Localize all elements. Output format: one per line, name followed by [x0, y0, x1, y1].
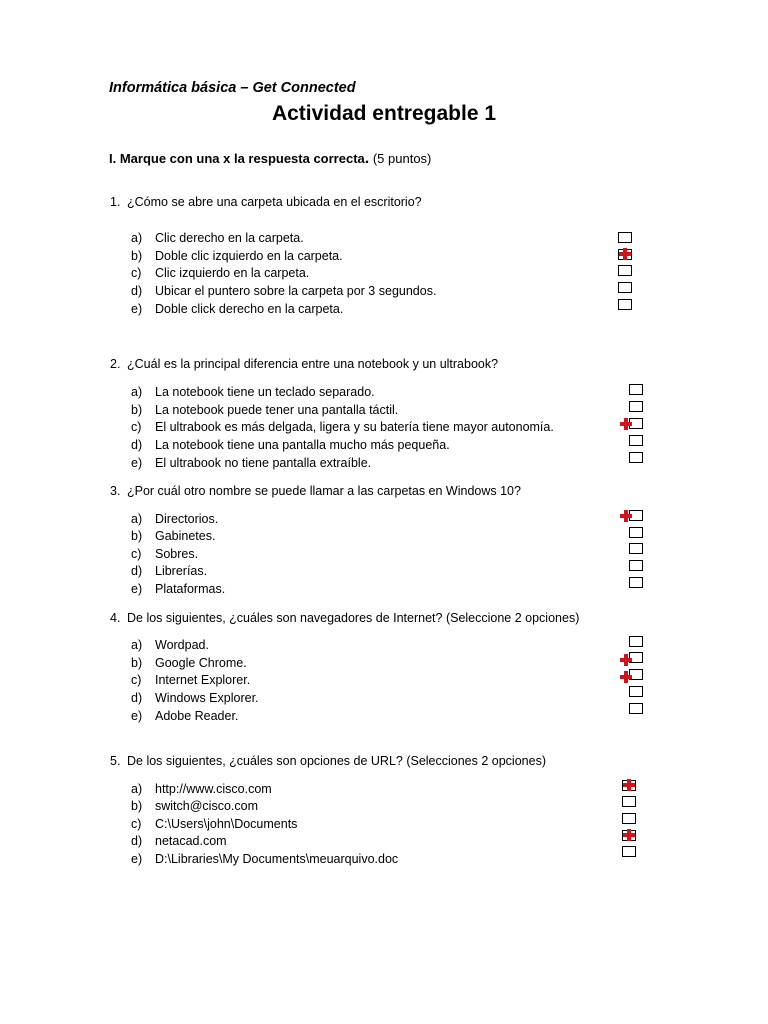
option-text: Directorios.: [155, 512, 219, 526]
question-number: 5.: [110, 754, 121, 768]
option-letter: c): [131, 266, 142, 280]
course-name: Informática básica – Get Connected: [109, 80, 356, 96]
option-letter: c): [131, 420, 142, 434]
red-cross-mark-icon: [623, 829, 635, 841]
option-letter: e): [131, 709, 143, 723]
red-cross-mark-icon: [619, 248, 631, 260]
checkbox[interactable]: [629, 527, 643, 538]
checkbox[interactable]: [629, 686, 643, 697]
checkbox[interactable]: [618, 265, 632, 276]
instructions: [109, 150, 431, 168]
question-number: 2.: [110, 357, 121, 371]
checkbox[interactable]: [629, 401, 643, 412]
instructions-points: (5 puntos): [372, 151, 432, 166]
option-text: El ultrabook no tiene pantalla extraíble.: [155, 456, 372, 470]
option-text: La notebook tiene una pantalla mucho más pequeña.: [155, 438, 450, 452]
option-letter: e): [131, 302, 143, 316]
red-cross-mark-icon: [620, 510, 632, 522]
instructions-dot: .: [364, 150, 370, 167]
option-text: http://www.cisco.com: [155, 782, 272, 796]
option-letter: d): [131, 834, 143, 848]
option-letter: e): [131, 582, 143, 596]
option-text: switch@cisco.com: [155, 799, 258, 813]
option-text: Clic derecho en la carpeta.: [155, 231, 304, 245]
question-text: ¿Cuál es la principal diferencia entre una notebook y un ultrabook?: [127, 357, 499, 371]
option-text: Clic izquierdo en la carpeta.: [155, 266, 310, 280]
checkbox[interactable]: [629, 384, 643, 395]
red-cross-mark-icon: [620, 671, 632, 683]
option-letter: d): [131, 438, 143, 452]
option-letter: d): [131, 284, 143, 298]
instructions-main: I. Marque con una x la respuesta correcta: [109, 151, 365, 166]
red-cross-mark-icon: [623, 779, 635, 791]
checkbox[interactable]: [629, 703, 643, 714]
red-cross-mark-icon: [620, 654, 632, 666]
option-letter: c): [131, 673, 142, 687]
option-letter: a): [131, 782, 143, 796]
option-letter: a): [131, 385, 143, 399]
option-letter: b): [131, 403, 143, 417]
option-text: Wordpad.: [155, 638, 209, 652]
option-text: D:\Libraries\My Documents\meuarquivo.doc: [155, 852, 399, 866]
option-letter: b): [131, 249, 143, 263]
option-text: Windows Explorer.: [155, 691, 259, 705]
red-cross-mark-icon: [620, 418, 632, 430]
option-letter: b): [131, 799, 143, 813]
option-letter: a): [131, 638, 143, 652]
checkbox[interactable]: [618, 299, 632, 310]
option-text: C:\Users\john\Documents: [155, 817, 298, 831]
option-letter: d): [131, 691, 143, 705]
checkbox[interactable]: [629, 543, 643, 554]
option-text: Internet Explorer.: [155, 673, 251, 687]
checkbox[interactable]: [618, 232, 632, 243]
option-letter: c): [131, 547, 142, 561]
option-text: Gabinetes.: [155, 529, 216, 543]
option-letter: a): [131, 512, 143, 526]
question-number: 3.: [110, 484, 121, 498]
checkbox[interactable]: [622, 796, 636, 807]
checkbox[interactable]: [629, 636, 643, 647]
option-text: El ultrabook es más delgada, ligera y su batería tiene mayor autonomía.: [155, 420, 554, 434]
checkbox[interactable]: [629, 577, 643, 588]
checkbox[interactable]: [629, 452, 643, 463]
option-text: La notebook tiene un teclado separado.: [155, 385, 375, 399]
question-text: De los siguientes, ¿cuáles son navegadores de Internet? (Seleccione 2 opciones): [127, 611, 580, 625]
page-title: Actividad entregable 1: [271, 102, 497, 125]
option-text: Adobe Reader.: [155, 709, 239, 723]
option-text: Librerías.: [155, 564, 208, 578]
question-text: ¿Cómo se abre una carpeta ubicada en el escritorio?: [127, 195, 422, 209]
checkbox[interactable]: [622, 813, 636, 824]
checkbox[interactable]: [622, 846, 636, 857]
option-text: Doble click derecho en la carpeta.: [155, 302, 344, 316]
checkbox[interactable]: [618, 282, 632, 293]
option-letter: c): [131, 817, 142, 831]
option-text: Google Chrome.: [155, 656, 247, 670]
option-letter: e): [131, 456, 143, 470]
option-text: Ubicar el puntero sobre la carpeta por 3 segundos.: [155, 284, 437, 298]
question-text: De los siguientes, ¿cuáles son opciones de URL? (Selecciones 2 opciones): [127, 754, 546, 768]
option-text: netacad.com: [155, 834, 227, 848]
question-text: ¿Por cuál otro nombre se puede llamar a las carpetas en Windows 10?: [127, 484, 521, 498]
option-text: Doble clic izquierdo en la carpeta.: [155, 249, 343, 263]
option-letter: b): [131, 529, 143, 543]
option-text: Plataformas.: [155, 582, 226, 596]
option-letter: a): [131, 231, 143, 245]
option-letter: b): [131, 656, 143, 670]
checkbox[interactable]: [629, 560, 643, 571]
option-letter: e): [131, 852, 143, 866]
option-letter: d): [131, 564, 143, 578]
checkbox[interactable]: [629, 435, 643, 446]
option-text: Sobres.: [155, 547, 199, 561]
question-number: 1.: [110, 195, 121, 209]
option-text: La notebook puede tener una pantalla táctil.: [155, 403, 399, 417]
question-number: 4.: [110, 611, 121, 625]
